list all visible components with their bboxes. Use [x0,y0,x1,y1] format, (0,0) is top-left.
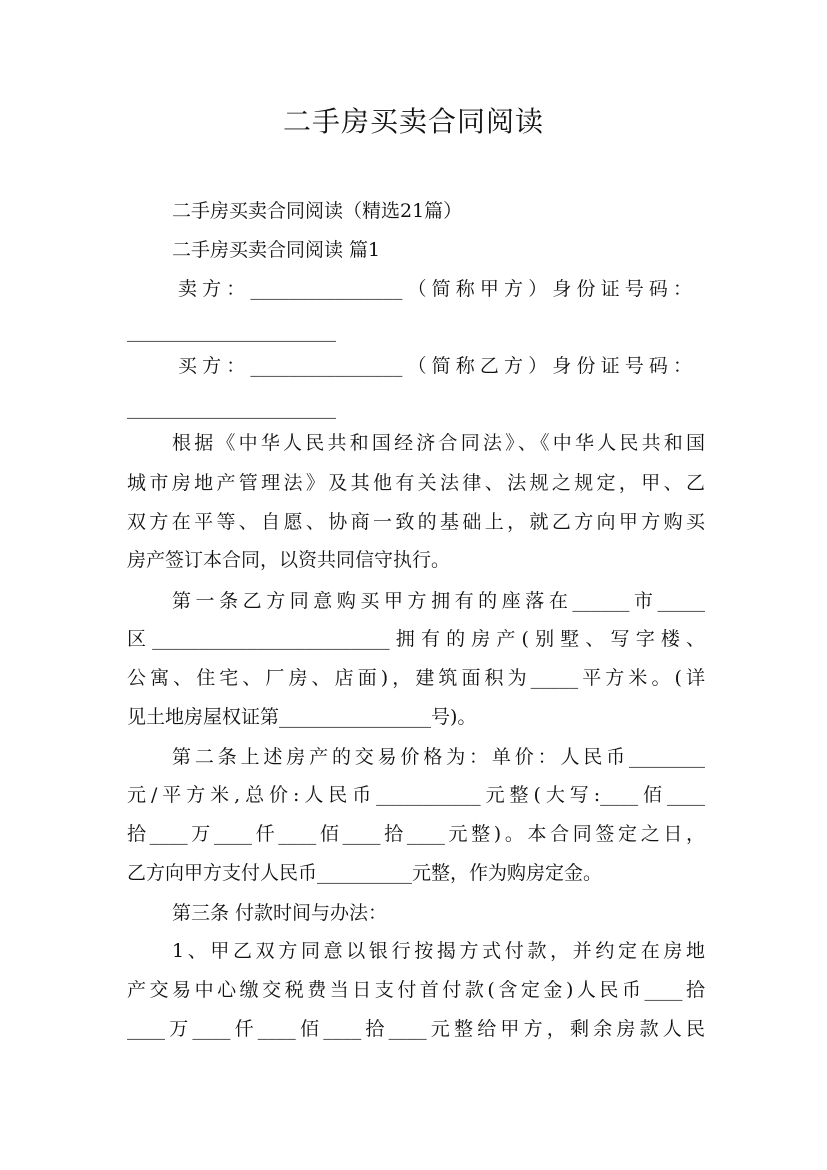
paragraph-line: 根据《中华人民共和国经济合同法》、《中华人民共和国 [172,432,705,454]
paragraph-line: 卖方：________________（简称甲方）身份证号码： [178,278,692,300]
paragraph-line: ______________________ [127,397,336,419]
document-title: 二手房买卖合同阅读 [282,105,544,138]
paragraph-line: 第三条 付款时间与办法： [172,902,388,924]
paragraph-line: 1、甲乙双方同意以银行按揭方式付款，并约定在房地 [172,940,705,962]
paragraph-line: 产交易中心缴交税费当日支付首付款(含定金)人民币____拾 [127,979,705,1001]
paragraph-line: 元/平方米,总价:人民币___________元整(大写:____佰____ [127,784,705,806]
paragraph-line: 二手房买卖合同阅读（精选21篇） [172,200,463,222]
paragraph-line: 第二条上述房产的交易价格为：单价：人民币________ [172,746,705,768]
paragraph-line: 双方在平等、自愿、协商一致的基础上，就乙方向甲方购买 [127,511,705,533]
paragraph-line: 拾____万____仟____佰____拾____元整)。本合同签定之日， [127,823,705,845]
paragraph-line: 二手房买卖合同阅读 篇1 [172,239,381,261]
paragraph-line: 房产签订本合同，以资共同信守执行。 [127,549,451,571]
paragraph-line: 乙方向甲方支付人民币__________元整，作为购房定金。 [127,862,603,884]
paragraph-line: 城市房地产管理法》及其他有关法律、法规之规定，甲、乙 [127,472,705,494]
paragraph-line: 见土地房屋权证第________________号)。 [127,706,477,728]
paragraph-line: 区_________________________拥有的房产(别墅、写字楼、 [127,628,705,650]
paragraph-line: ____万____仟____佰____拾____元整给甲方，剩余房款人民 [127,1018,705,1040]
paragraph-line: 买方：________________（简称乙方）身份证号码： [178,355,692,377]
paragraph-line: 公寓、住宅、厂房、店面)，建筑面积为_____平方米。(详 [127,667,705,689]
paragraph-line: ______________________ [127,320,336,342]
paragraph-line: 第一条乙方同意购买甲方拥有的座落在______市_____ [172,590,705,612]
